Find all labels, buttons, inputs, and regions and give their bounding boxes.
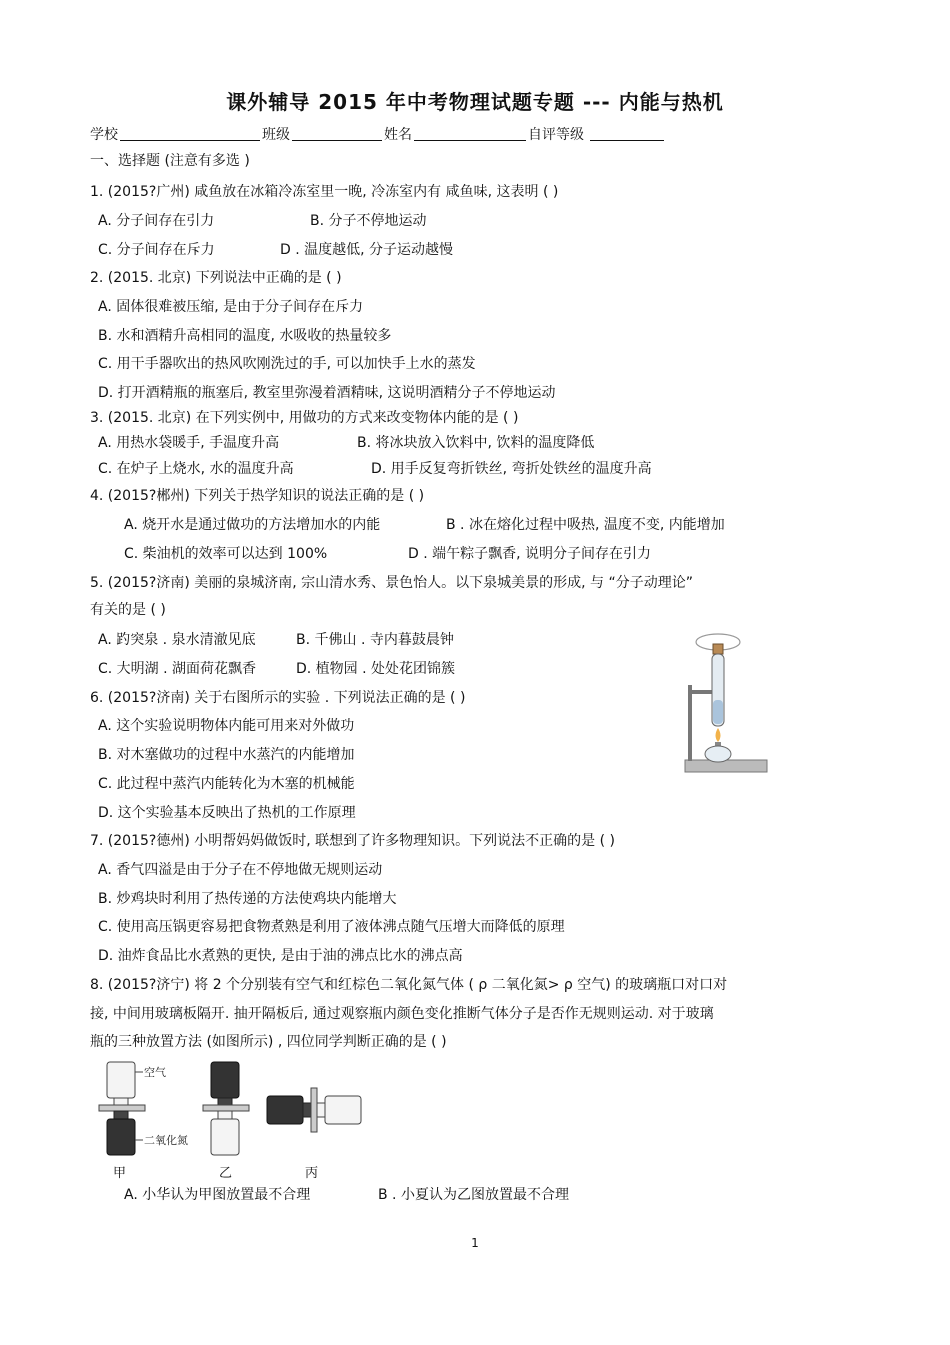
- q2-option-c: C. 用干手器吹出的热风吹刚洗过的手, 可以加快手上水的蒸发: [98, 356, 476, 372]
- q5-stem-line1: 5. (2015?济南) 美丽的泉城济南, 宗山清水秀、景色怡人。以下泉城美景的形成, 与 “分子动理论”: [90, 575, 693, 591]
- q1-option-b: B. 分子不停地运动: [310, 213, 427, 229]
- school-label: 学校: [90, 127, 118, 143]
- air-label: 空气: [144, 1066, 166, 1079]
- bottle-arrangements-figure: [95, 1058, 385, 1183]
- q6-option-b: B. 对木塞做功的过程中水蒸汽的内能增加: [98, 747, 355, 763]
- fig-label-bing: 丙: [305, 1166, 319, 1181]
- q6-stem: 6. (2015?济南) 关于右图所示的实验 . 下列说法正确的是 ( ): [90, 690, 466, 706]
- class-blank[interactable]: [292, 126, 382, 141]
- q6-option-a: A. 这个实验说明物体内能可用来对外做功: [98, 718, 355, 734]
- q4-option-c: C. 柴油机的效率可以达到 100%: [124, 546, 328, 562]
- section-heading: 一、选择题 (注意有多选 ): [90, 153, 250, 169]
- fig-label-jia: 甲: [113, 1166, 127, 1181]
- q2-option-a: A. 固体很难被压缩, 是由于分子间存在斥力: [98, 299, 364, 315]
- q4-option-d: D . 端午粽子飘香, 说明分子间存在引力: [408, 546, 652, 562]
- page-number: 1: [471, 1236, 479, 1250]
- q5-option-c: C. 大明湖 . 湖面荷花飘香: [98, 661, 257, 677]
- no2-label: 二氧化氮: [144, 1134, 188, 1147]
- steam-stopper-apparatus-figure: [680, 630, 770, 780]
- q8-stem-line3: 瓶的三种放置方法 (如图所示) , 四位同学判断正确的是 ( ): [90, 1034, 447, 1050]
- q1-option-a: A. 分子间存在引力: [98, 213, 215, 229]
- q3-option-c: C. 在炉子上烧水, 水的温度升高: [98, 461, 294, 477]
- grade-blank[interactable]: [590, 126, 664, 141]
- q1-stem: 1. (2015?广州) 咸鱼放在冰箱冷冻室里一晚, 冷冻室内有 咸鱼味, 这表明 ( ): [90, 184, 559, 200]
- q2-stem: 2. (2015. 北京) 下列说法中正确的是 ( ): [90, 270, 342, 286]
- q5-option-d: D. 植物园 . 处处花团锦簇: [296, 661, 456, 677]
- q4-option-b: B . 冰在熔化过程中吸热, 温度不变, 内能增加: [446, 517, 725, 533]
- q7-stem: 7. (2015?德州) 小明帮妈妈做饭时, 联想到了许多物理知识。下列说法不正确的是 ( ): [90, 833, 615, 849]
- q6-option-c: C. 此过程中蒸汽内能转化为木塞的机械能: [98, 776, 355, 792]
- name-blank[interactable]: [414, 126, 526, 141]
- grade-label: 自评等级: [528, 127, 584, 143]
- q7-option-c: C. 使用高压锅更容易把食物煮熟是利用了液体沸点随气压增大而降低的原理: [98, 919, 565, 935]
- q2-option-d: D. 打开酒精瓶的瓶塞后, 教室里弥漫着酒精味, 这说明酒精分子不停地运动: [98, 385, 556, 401]
- q8-stem-line1: 8. (2015?济宁) 将 2 个分别装有空气和红棕色二氧化氮气体 ( ρ 二氧化氮> ρ 空气) 的玻璃瓶口对口对: [90, 977, 728, 993]
- q5-option-b: B. 千佛山 . 寺内暮鼓晨钟: [296, 632, 454, 648]
- q4-stem: 4. (2015?郴州) 下列关于热学知识的说法正确的是 ( ): [90, 488, 425, 504]
- q5-stem-line2: 有关的是 ( ): [90, 602, 166, 618]
- page-title: 课外辅导 2015 年中考物理试题专题 --- 内能与热机: [226, 90, 724, 114]
- q8-stem-line2: 接, 中间用玻璃板隔开. 抽开隔板后, 通过观察瓶内颜色变化推断气体分子是否作无规则运动. 对于玻璃: [90, 1006, 714, 1022]
- class-label: 班级: [262, 127, 290, 143]
- q5-option-a: A. 趵突泉 . 泉水清澈见底: [98, 632, 256, 648]
- header-fields: [90, 126, 666, 144]
- q3-option-b: B. 将冰块放入饮料中, 饮料的温度降低: [357, 435, 595, 451]
- q3-option-a: A. 用热水袋暖手, 手温度升高: [98, 435, 280, 451]
- school-blank[interactable]: [120, 126, 260, 141]
- q3-stem: 3. (2015. 北京) 在下列实例中, 用做功的方式来改变物体内能的是 ( ): [90, 410, 519, 426]
- q8-option-b: B . 小夏认为乙图放置最不合理: [378, 1187, 569, 1203]
- q2-option-b: B. 水和酒精升高相同的温度, 水吸收的热量较多: [98, 328, 392, 344]
- q1-option-c: C. 分子间存在斥力: [98, 242, 215, 258]
- name-label: 姓名: [384, 127, 412, 143]
- q3-option-d: D. 用手反复弯折铁丝, 弯折处铁丝的温度升高: [371, 461, 652, 477]
- q7-option-b: B. 炒鸡块时利用了热传递的方法使鸡块内能增大: [98, 891, 397, 907]
- q4-option-a: A. 烧开水是通过做功的方法增加水的内能: [124, 517, 381, 533]
- fig-label-yi: 乙: [219, 1166, 233, 1181]
- q1-option-d: D . 温度越低, 分子运动越慢: [280, 242, 454, 258]
- q7-option-a: A. 香气四溢是由于分子在不停地做无规则运动: [98, 862, 383, 878]
- q8-option-a: A. 小华认为甲图放置最不合理: [124, 1187, 311, 1203]
- q7-option-d: D. 油炸食品比水煮熟的更快, 是由于油的沸点比水的沸点高: [98, 948, 463, 964]
- q6-option-d: D. 这个实验基本反映出了热机的工作原理: [98, 805, 356, 821]
